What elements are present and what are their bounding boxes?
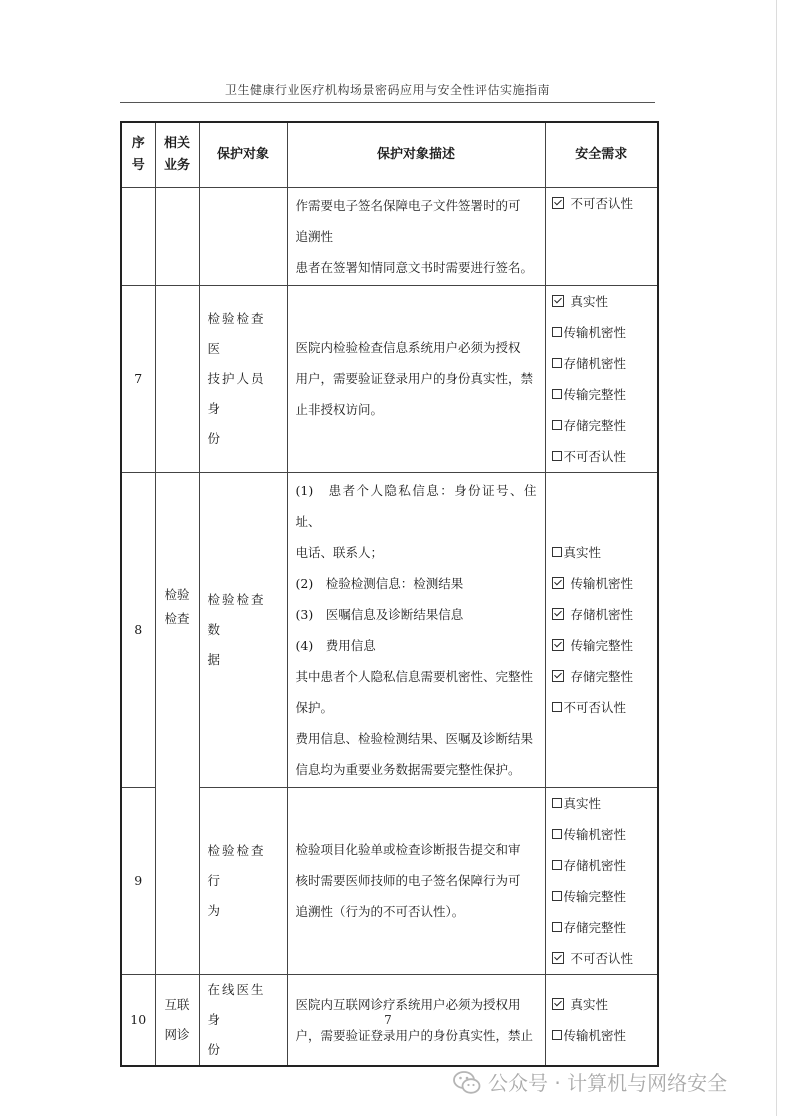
req-item: 传输机密性	[552, 317, 652, 348]
req-item: 存储完整性	[552, 410, 652, 441]
req-item: 存储完整性	[552, 661, 652, 692]
business-group: 互联 网诊	[155, 974, 199, 1066]
description-cell: 检验项目化验单或检查诊断报告提交和审 核时需要医师技师的电子签名保障行为可 追溯性（行为的不可否认性）。	[287, 787, 545, 974]
req-item: 真实性	[552, 537, 652, 568]
table-row	[121, 187, 658, 285]
checked-box-icon	[552, 295, 564, 307]
protected-object: 在线医生身 份	[199, 974, 287, 1066]
req-item: 传输机密性	[552, 819, 652, 850]
req-item: 传输完整性	[552, 379, 652, 410]
checked-box-icon	[552, 608, 564, 620]
protected-object: 检验检查行 为	[199, 787, 287, 974]
req-item: 存储机密性	[552, 599, 652, 630]
row-number: 10	[121, 974, 155, 1066]
header-object: 保护对象	[199, 122, 287, 187]
checked-box-icon	[552, 998, 564, 1010]
unchecked-box-icon	[552, 389, 562, 399]
req-item: 存储机密性	[552, 348, 652, 379]
unchecked-box-icon	[552, 327, 562, 337]
req-item: 不可否认性	[552, 692, 652, 723]
description-cell: 医院内互联网诊疗系统用户必须为授权用 户，需要验证登录用户的身份真实性，禁止	[287, 974, 545, 1066]
unchecked-box-icon	[552, 860, 562, 870]
table-header-row	[121, 122, 658, 187]
unchecked-box-icon	[552, 829, 562, 839]
checked-box-icon	[552, 639, 564, 651]
unchecked-box-icon	[552, 922, 562, 932]
req-item: 真实性	[552, 788, 652, 819]
req-item: 传输完整性	[552, 630, 652, 661]
requirements-cell	[545, 285, 658, 472]
watermark-text: 公众号 · 计算机与网络安全	[488, 1071, 728, 1095]
unchecked-box-icon	[552, 547, 562, 557]
req-item: 真实性	[552, 286, 652, 317]
table-row-9	[121, 787, 658, 974]
req-item: 传输机密性	[552, 568, 652, 599]
req-item: 存储机密性	[552, 850, 652, 881]
req-item: 传输完整性	[552, 881, 652, 912]
row-number: 7	[121, 285, 155, 472]
business-group: 检验 检查	[155, 472, 199, 974]
req-item: 传输机密性	[552, 1020, 652, 1051]
table-row-8	[121, 472, 658, 787]
checked-box-icon	[552, 670, 564, 682]
checked-box-icon	[552, 952, 564, 964]
description-cell: (1) 患者个人隐私信息：身份证号、住址、 电话、联系人； (2) 检验检测信息：检测结果 (3) 医嘱信息及诊断结果信息 (4) 费用信息 其中患者个人隐私信息需要机密性、完整性 保护。 费用信息、检验检测结果、医嘱及诊断结果 信息均为重要业务数据需要完整性保护。	[287, 472, 545, 787]
security-requirements-table	[120, 121, 659, 1067]
table-row-7	[121, 285, 658, 472]
requirements-cell	[545, 787, 658, 974]
row-number: 9	[121, 787, 155, 974]
unchecked-box-icon	[552, 702, 562, 712]
page-edge	[776, 0, 777, 1116]
header-no: 序 号	[121, 122, 155, 187]
unchecked-box-icon	[552, 1030, 562, 1040]
unchecked-box-icon	[552, 891, 562, 901]
page-number: 7	[384, 1013, 392, 1027]
description-cell: 作需要电子签名保障电子文件签署时的可 追溯性 患者在签署知情同意文书时需要进行签名。	[287, 187, 545, 285]
unchecked-box-icon	[552, 420, 562, 430]
header-description: 保护对象描述	[287, 122, 545, 187]
header-business: 相关 业务	[155, 122, 199, 187]
req-item: 真实性	[552, 989, 652, 1020]
unchecked-box-icon	[552, 451, 562, 461]
req-item: 不可否认性	[552, 943, 652, 974]
header-requirement: 安全需求	[545, 122, 658, 187]
req-item: 不可否认性	[552, 441, 652, 472]
requirements-cell	[545, 472, 658, 787]
wechat-icon	[452, 1070, 482, 1096]
description-cell: 医院内检验检查信息系统用户必须为授权 用户，需要验证登录用户的身份真实性，禁 止非授权访问。	[287, 285, 545, 472]
row-number: 8	[121, 472, 155, 787]
protected-object: 检验检查医 技护人员身 份	[199, 285, 287, 472]
unchecked-box-icon	[552, 358, 562, 368]
requirements-cell	[545, 187, 658, 285]
checked-box-icon	[552, 577, 564, 589]
checked-box-icon	[552, 197, 564, 209]
req-item: 存储完整性	[552, 912, 652, 943]
page-header: 卫生健康行业医疗机构场景密码应用与安全性评估实施指南	[120, 80, 655, 103]
protected-object: 检验检查数 据	[199, 472, 287, 787]
req-item: 不可否认性	[552, 188, 652, 219]
unchecked-box-icon	[552, 798, 562, 808]
